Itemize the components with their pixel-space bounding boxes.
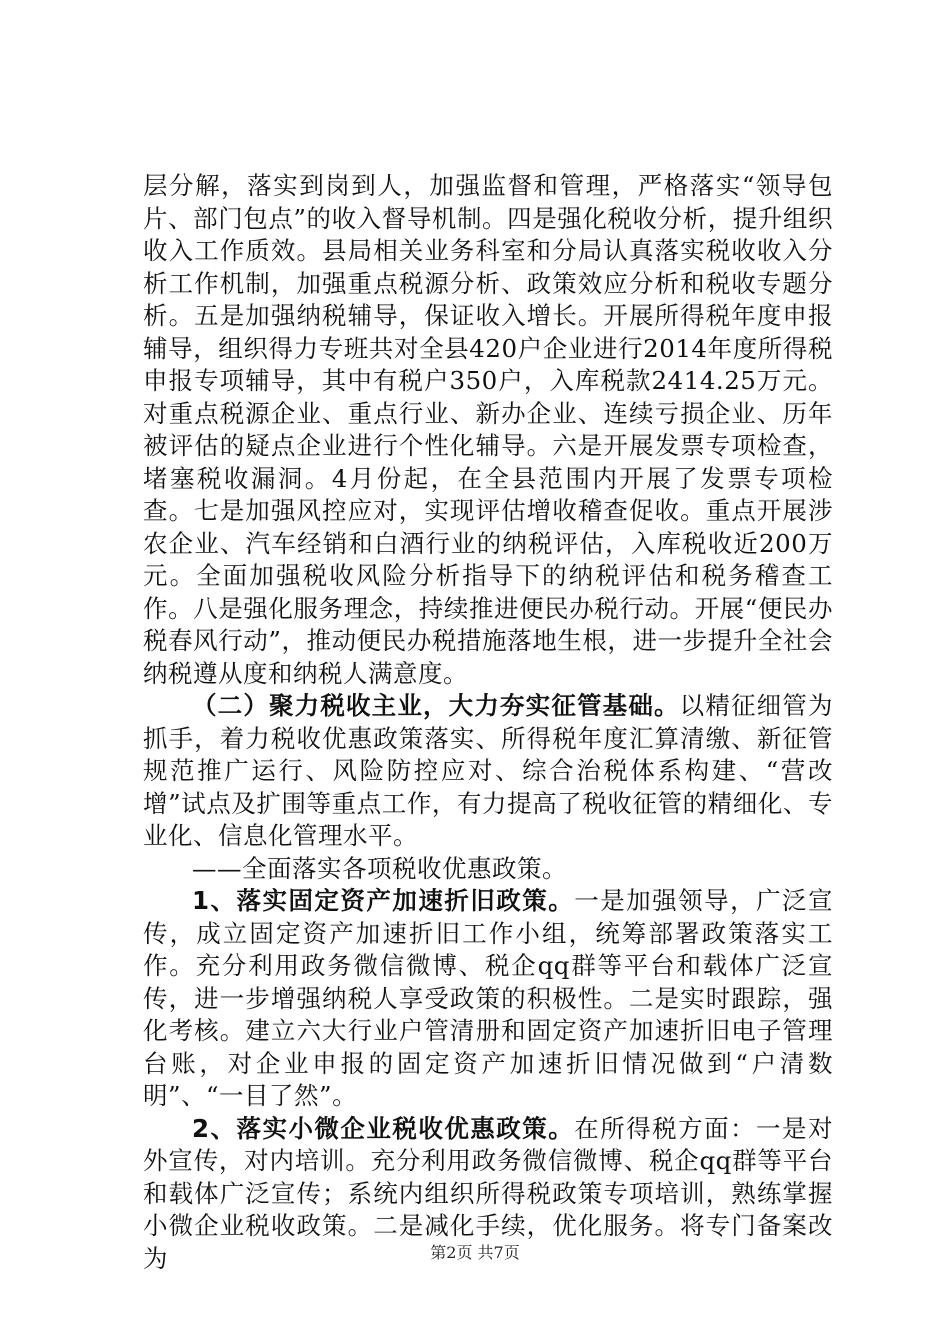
paragraph-subheading (143, 853, 833, 886)
paragraph-continued (143, 170, 833, 690)
page-number-label: 第2页 共7页 (430, 1243, 520, 1262)
item-heading: 2、落实小微企业税收优惠政策。 (192, 1113, 575, 1143)
page-footer (0, 1243, 950, 1263)
document-body (143, 170, 833, 1275)
paragraph-text: 在所得税方面：一是对外宣传，对内培训。充分利用政务微信微博、税企qq群等平台和载体广泛宣传；系统内组织所得税政策专项培训，熟练掌握小微企业税收政策。二是减化手续，优化服务。将专门备案改为 (143, 1113, 834, 1273)
item-heading: 1、落实固定资产加速折旧政策。 (192, 886, 575, 915)
paragraph-text: 层分解，落实到岗到人，加强监督和管理，严格落实“领导包片、部门包点”的收入督导机制。四是强化税收分析，提升组织收入工作质效。县局相关业务科室和分局认真落实税收收入分析工作机制，加强重点税源分析、政策效应分析和税收专题分析。五是加强纳税辅导，保证收入增长。开展所得税年度申报辅导，组织得力专班共对全县420户企业进行2014年度所得税申报专项辅导，其中有税户350户，入库税款2414.25万元。对重点税源企业、重点行业、新办企业、连续亏损企业、历年被评估的疑点企业进行个性化辅导。六是开展发票专项检查，堵塞税收漏洞。4月份起，在全县范围内开展了发票专项检查。七是加强风控应对，实现评估增收稽查促收。重点开展涉农企业、汽车经销和白酒行业的纳税评估，入库税收近200万元。全面加强税收风险分析指导下的纳税评估和税务稽查工作。八是强化服务理念，持续推进便民办税行动。开展“便民办税春风行动”，推动便民办税措施落地生根，进一步提升全社会纳税遵从度和纳税人满意度。 (143, 171, 833, 688)
section-heading: （二）聚力税收主业，大力夯实征管基础。 (192, 691, 680, 720)
paragraph-item-one (143, 885, 833, 1113)
paragraph-text: 一是加强领导，广泛宣传，成立固定资产加速折旧工作小组，统筹部署政策落实工作。充分利用政务微信微博、税企qq群等平台和载体广泛宣传，进一步增强纳税人享受政策的积极性。二是实时跟踪，强化考核。建立六大行业户管清册和固定资产加速折旧电子管理台账，对企业申报的固定资产加速折旧情况做到“户清数明”、“一目了然”。 (143, 886, 834, 1110)
paragraph-section-two (143, 690, 833, 853)
paragraph-text: 以精征细管为抓手，着力税收优惠政策落实、所得税年度汇算清缴、新征管规范推广运行、风险防控应对、综合治税体系构建、“营改增”试点及扩围等重点工作，有力提高了税收征管的精细化、专业化、信息化管理水平。 (143, 691, 834, 850)
subheading-text: ——全面落实各项税收优惠政策。 (192, 853, 567, 883)
